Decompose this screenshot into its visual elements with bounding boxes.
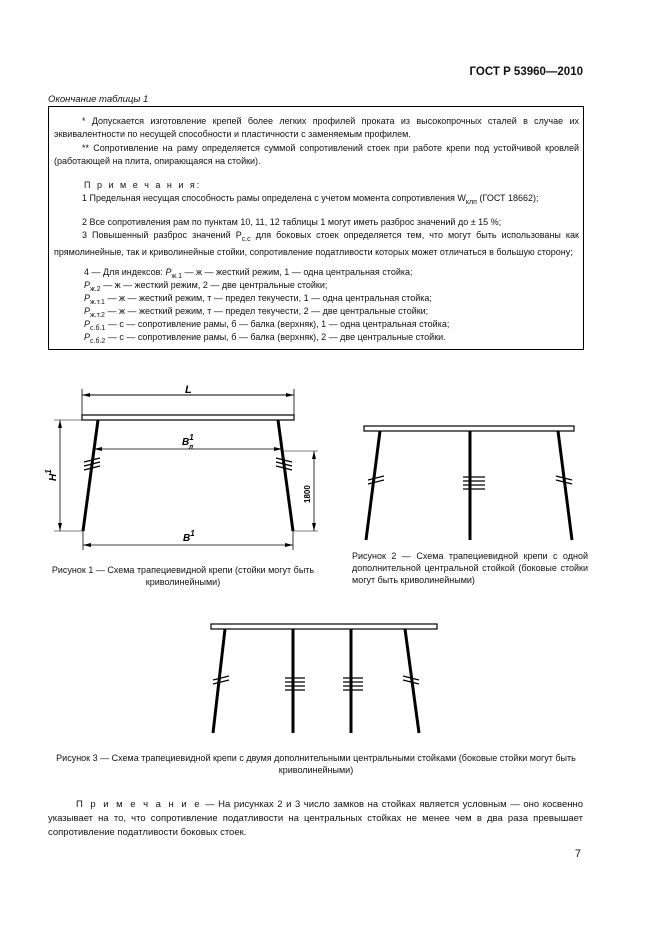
index-line: $P_{ж.т.2}$ — ж — жесткий режим, т — предел текучести, 2 — две центральные стойки; xyxy=(84,306,429,319)
note-1: 1 Предельная несущая способность рамы определена с учетом момента сопротивления $W_{клп}$ (ГОСТ 18662); xyxy=(82,193,539,206)
bottom-note: П р и м е ч а н и е — На рисунках 2 и 3 число замков на стойках является условным — оно косвенно указывает на то, что сопротивление податливости на центральных стойках не менее чем в два раза превышает сопротивление податливости боковых стоек. xyxy=(48,799,584,838)
index-line: $P_{ж.2}$ — ж — жесткий режим, 2 — две центральные стойки; xyxy=(84,280,328,293)
notes-heading: П р и м е ч а н и я: xyxy=(84,180,202,190)
index-line: $P_{с.б.2}$ — с — сопротивление рамы, б — балка (верхняк), 2 — две центральные стойки. xyxy=(84,332,446,345)
label-1800: 1800 xyxy=(303,485,312,503)
note-3: 3 Повышенный разброс значений $P_{с.с}$ для боковых стоек определяется тем, что могут быть использованы как прямолинейные, так и криволинейные стойки, сопротивление податливости которых может отличаться в большую сторону; xyxy=(54,230,579,258)
standard-header: ГОСТ Р 53960—2010 xyxy=(469,66,583,78)
figure-2-caption: Рисунок 2 — Схема трапециевидной крепи с одной дополнительной центральной стойкой (боковые стойки могут быть криволинейными) xyxy=(352,551,588,585)
table-caption: Окончание таблицы 1 xyxy=(48,94,149,105)
label-L: L xyxy=(185,384,192,396)
figure-3-caption: Рисунок 3 — Схема трапециевидной крепи с двумя дополнительными центральными стойками (боковые стойки могут быть криволинейными) xyxy=(56,753,576,775)
page-number: 7 xyxy=(574,848,581,860)
label-Bl: $B^1$ л xyxy=(182,433,194,451)
figure-1-diagram xyxy=(40,385,310,555)
footnote-2: ** Сопротивление на раму определяется суммой сопротивлений стоек при работе крепи под устойчивой кровлей (работающей на плита, опирающаяся на стойки). xyxy=(54,143,579,166)
figure-1-caption: Рисунок 1 — Схема трапециевидной крепи (стойки могут быть криволинейными) xyxy=(51,565,315,587)
index-line: $P_{с.б.1}$ — с — сопротивление рамы, б — балка (верхняк), 1 — одна центральная стойка; xyxy=(84,319,450,332)
footnote-1: * Допускается изготовление крепей более легких профилей проката из высокопрочных сталей в случае их эквивалентности по несущей способности и пластичности с заменяемым профилем. xyxy=(54,116,579,139)
figure-3-diagram xyxy=(205,618,445,738)
label-H: $H^1$ xyxy=(44,469,59,481)
note-2: 2 Все сопротивления рам по пунктам 10, 11, 12 таблицы 1 могут иметь разброс значений до ± 15 %; xyxy=(82,217,502,227)
index-line: $P_{ж.т.1}$ — ж — жесткий режим, т — предел текучести, 1 — одна центральная стойка; xyxy=(84,293,432,306)
figure-2-diagram xyxy=(360,420,590,545)
label-B: $B^1$ xyxy=(183,529,195,544)
note-4: 4 — Для индексов: $P_{ж.1}$ — ж — жесткий режим, 1 — одна центральная стойка; xyxy=(84,267,413,280)
